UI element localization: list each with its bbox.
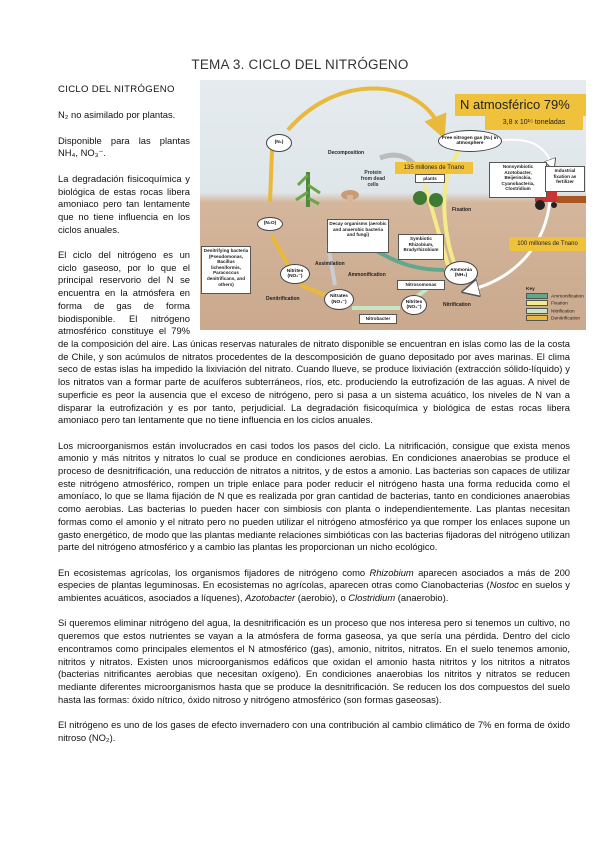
key-item-nitrification [526, 308, 584, 315]
ammonification-label: Ammonification [348, 272, 386, 278]
key-label: Nitrification [551, 308, 575, 314]
key-label: Fixation [551, 301, 568, 307]
plants-box: plants [415, 174, 445, 183]
key-swatch [526, 293, 548, 299]
nitrites-oval-1: Nitrites (NO₂⁻) [280, 264, 310, 284]
paragraph-greenhouse: El nitrógeno es uno de los gases de efecto invernadero con una contribución al cambio climático de 7% en forma de óxido nitroso (NO₂). [58, 719, 570, 743]
paragraph-agricultural [58, 567, 570, 605]
nitrogen-cycle-diagram [200, 80, 586, 330]
key-label: Ammonification [551, 294, 584, 300]
paragraph-water: Si queremos eliminar nitrógeno del agua, la desnitrificación es un proceso que nos interesa pero si tenemos un cultivo, no queremos que estos nutrientes se vayan a la atmósfera de forma gaseosa, ya que sería una pérdida. Dentro del ciclo encontramos como principales elementos el N atmosférico (gas), amonio, nitritos, nitratos. En el suelo tenemos amonio, nitritos y nitratos. Existen unos microorganismos edáficos que oxidan el amonio hasta nitritos y los nitritos a nitratos (bacterias nitrificantes aerobias que necesitan oxígeno). En condiciones anaerobias los nitritos y nitratos se reducen mediante diferentes microorganismos hasta que se produce la desnitrificación. Se reducen los dos compuestos del suelo hasta las formas: óxido nítrico, óxido nitroso y nitrógeno atmosférico (son formas gaseosas). [58, 617, 570, 705]
nitrosomonas-box: Nitrosomonas [397, 280, 445, 290]
nitrification-label: Nitrification [443, 302, 471, 308]
paragraph-degradation: La degradación fisicoquímica y biológica de estas rocas libera amoniaco pero tan lentamente que no tiene influencia en los ciclos anuales. [58, 172, 190, 235]
n2o-oval: (N₂O) [257, 217, 283, 231]
arrow-denitrification-to-atmosphere [270, 88, 440, 202]
document-body [58, 84, 584, 757]
key-title: Key [526, 287, 535, 292]
text: (anaerobio). [395, 592, 449, 604]
text: En ecosistemas agrícolas, los organismos fijadores de nitrógeno como [58, 566, 370, 578]
key-swatch [526, 300, 548, 306]
mushroom-icon [341, 190, 359, 205]
assimilation-label: Assimilation [315, 261, 345, 267]
nitrobacter-box: Nitrobacter [359, 314, 397, 324]
nitrates-oval: Nitrates (NO₃⁻) [324, 289, 354, 310]
key-swatch [526, 315, 548, 321]
key-item-ammonification [526, 293, 584, 300]
key-swatch [526, 308, 548, 314]
text: (aerobio), o [295, 592, 349, 604]
text: en suelos y ambientes acuáticos, asociados a líquenes), [58, 579, 570, 604]
paragraph-microorganisms: Los microorganismos están involucrados en casi todos los pasos del ciclo. La nitrificación, consigue que exista menos amonio y más nitritos y nitratos lo cual se produce en condiciones aerobias. En condiciones anaerobias se produce el proceso de desnitrificación, una reducción de nitratos a nitritos, y de estos a amonio. Las bacterias son capaces de utilizar este nitrógeno atmosférico, rompen un triple enlace para poder reducir el nitrógeno hasta una forma reducida como el amoníaco, lo que se llama fijación de N que es realizada por gran cantidad de bacterias, tanto en condiciones anaerobias como aerobias. Las bacterias lo pueden hacer con simbiosis con planta o independientemente. Las plantas necesitan formas como el amonio y el nitrato pero no pueden utilizar el nitrógeno atmosférico ya que romper los enlaces supone un gasto energético, de modo que las plantas mediante relaciones simbióticas con las bacterias fijadoras del nitrógeno utilizan parte del nitrógeno atmosférico y a cambio las plantas les proporcionan un nicho ecológico. [58, 439, 570, 553]
nostoc-italic: Nostoc [489, 579, 519, 591]
corn-plant-icon [296, 172, 320, 207]
denitrification-label: Denitrification [266, 296, 300, 302]
atmospheric-nitrogen-label: N atmosférico 79% [455, 94, 586, 116]
n2-oval: (N₂) [266, 134, 292, 152]
nonsymbiotic-box: Nonsymbiotic Azotobacter, Beijerinckia, Cyanobacteria, Clostridium [489, 162, 547, 198]
decomposition-label: Decomposition [328, 150, 365, 156]
tn100-label: 100 millones de Tnano [509, 237, 586, 251]
denitrifying-bacteria-box: Denitrifying bacteria (Pseudomonas, Bacillus licheniformis, Paracoccus denitrificans, and others) [201, 246, 251, 294]
symbiotic-box: Symbiotic Rhizobium, Bradyrhizobium [398, 234, 444, 260]
section-heading: CICLO DEL NITRÓGENO [58, 84, 175, 95]
tn135-label: 135 millones de Tnano [395, 162, 473, 174]
key-item-fixation [526, 300, 584, 307]
text: aparecen asociados a más de 200 especies de plantas leguminosas. En ecosistemas no agrícolas, aparecen otras como Cianobacterias ( [58, 566, 570, 591]
clostridium-italic: Clostridium [348, 592, 396, 604]
diagram-key [526, 286, 584, 322]
rhizobium-italic: Rhizobium [369, 566, 414, 578]
paragraph-gaseous-cycle: El ciclo del nitrógeno es un ciclo gaseoso, por lo que el principal reservorio del N se encuentra en la atmósfera en forma de gas de forma biodisponible. El nitrógeno atmosférico constituye el 79% de la composición del aire. Las únicas reservas naturales de nitrato disponible se encuentran en islas como las de la costa de Chile, y son acúmulos de nitratos procedentes de la descomposición de guano depositado por aves marinas. El clima seco de estas islas ha impedido la lixiviación del nitrato. Cuando llueve, se produce lixiviación (extracción sólido-líquido) y los nitratos van a formar parte de acuíferos subterráneos, ríos, etc. produciendo la eutrofización de las aguas. A nivel de superficie es peor la ausencia que el exceso de nitrógeno, pero si pasa a un sistema acuático, los niveles de N van a disparar la eutrofización y es por tanto, perjudicial. La degradación fisicoquímica y biológica de estas rocas libera amoniaco pero tan lentamente que no tiene influencia en los ciclos anuales. [58, 249, 570, 426]
page-title: TEMA 3. CICLO DEL NITRÓGENO [191, 57, 409, 72]
protein-label: Protein from dead cells [360, 170, 386, 188]
decay-organisms-box: Decay organisms (aerobic and anaerobic bacteria and fungi) [327, 219, 389, 253]
paragraph-available: Disponible para las plantas NH₄, NO₃⁻. [58, 134, 190, 159]
nitrites-oval-2: Nitrites (NO₂⁻) [401, 295, 427, 315]
tonnes-label: 3,8 x 10¹⁵ toneladas [485, 116, 583, 130]
fixation-label: Fixation [452, 207, 472, 213]
ammonia-oval: Ammonia (NH₃) [444, 261, 478, 285]
key-label: Denitrification [551, 316, 581, 322]
key-item-denitrification [526, 315, 584, 322]
paragraph-n2: N₂ no asimilado por plantas. [58, 109, 176, 121]
free-nitrogen-gas: Free nitrogen gas (N₂) in atmosphere [438, 130, 502, 152]
azotobacter-italic: Azotobacter [245, 592, 296, 604]
industrial-fixation-box: Industrial fixation as fertilizer [545, 166, 585, 192]
